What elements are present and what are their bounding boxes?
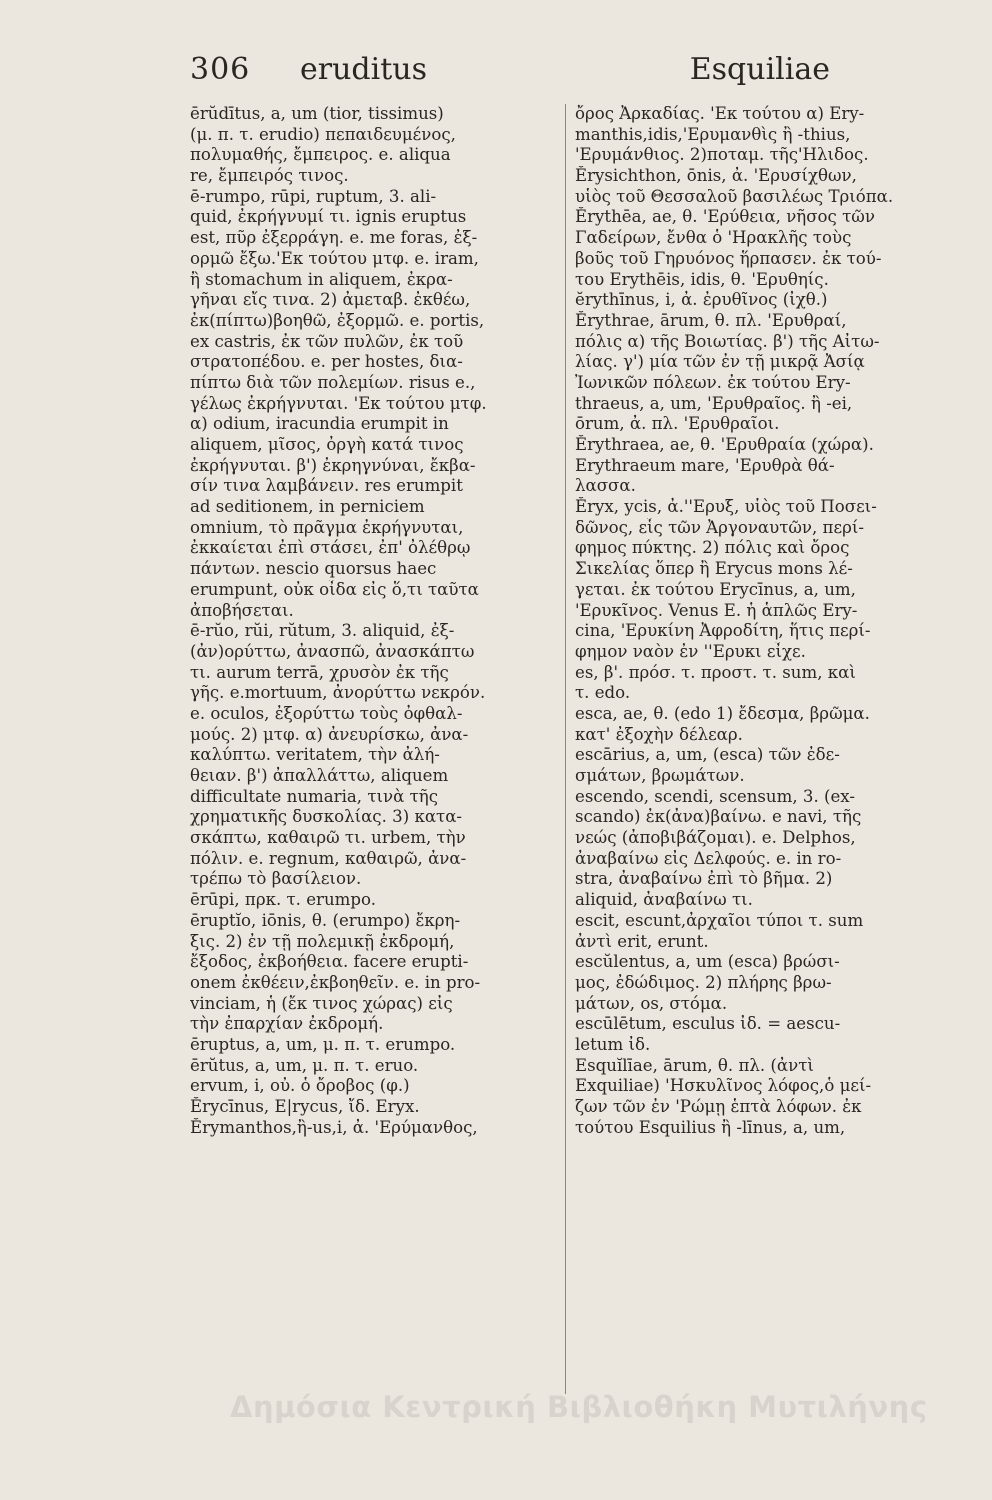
entry-line: ērŭtus, a, um, μ. π. τ. eruo. bbox=[190, 1055, 419, 1075]
entry-line: es, β'. πρόσ. τ. προστ. τ. sum, καὶ bbox=[575, 662, 856, 682]
entry-line: Ĕrythraea, ae, θ. 'Ερυθραία (χώρα). bbox=[575, 435, 874, 454]
column-divider bbox=[565, 104, 566, 1394]
entry-line: onem ἐκθέειν,ἐκβοηθεῖν. e. in pro- bbox=[190, 972, 481, 992]
entry-line: quid, ἐκρήγνυμί τι. ignis eruptus bbox=[190, 207, 467, 227]
entry-line: μάτων, os, στόμα. bbox=[575, 993, 728, 1013]
entry-line: ēruptus, a, um, μ. π. τ. erumpo. bbox=[190, 1034, 456, 1054]
entry-line: esca, ae, θ. (edo 1) ἔδεσμα, βρῶμα. bbox=[575, 703, 870, 723]
entry-line: γῆναι εἴς τινα. 2) ἀμεταβ. ἐκθέω, bbox=[190, 290, 471, 310]
entry-line: ad seditionem, in perniciem bbox=[190, 497, 425, 517]
entry-line: ἐκκαίεται ἐπὶ στάσει, ἐπ' ὀλέθρῳ bbox=[190, 538, 471, 558]
library-watermark: Δημόσια Κεντρική Βιβλιοθήκη Μυτιλήνης bbox=[230, 1390, 928, 1424]
entry-line: erumpunt, οὐκ οἶδα εἰς ὅ,τι ταῦτα bbox=[190, 579, 479, 599]
entry-line: βοῦς τοῦ Γηρυόνος ἥρπασεν. ἐκ τού- bbox=[575, 248, 882, 268]
entry-line: ἐκ(πίπτω)βοηθῶ, ἐξορμῶ. e. portis, bbox=[190, 310, 485, 330]
running-head-right: Esquiliae bbox=[689, 52, 830, 87]
entry-line: ĕrythīnus, i, ἀ. ἐρυθῖνος (ἰχθ.) bbox=[575, 290, 828, 310]
entry-line: Ĕrythrae, ārum, θ. πλ. 'Ερυθραί, bbox=[575, 310, 847, 330]
entry-line: πόλιν. e. regnum, καθαιρῶ, ἀνα- bbox=[190, 848, 467, 868]
entry-line: Ĕrysichthon, ōnis, ἀ. 'Ερυσίχθων, bbox=[575, 166, 857, 186]
entry-line: Ĕrymanthos,ἢ-us,i, ἀ. 'Ερύμανθος, bbox=[190, 1117, 478, 1137]
entry-line: thraeus, a, um, 'Ερυθραῖος. ἢ -ei, bbox=[575, 393, 853, 413]
entry-line: aliquid, ἀναβαίνω τι. bbox=[575, 890, 753, 910]
entry-line: ērūpi, πρκ. τ. erumpo. bbox=[190, 890, 376, 910]
entry-line: υἱὸς τοῦ Θεσσαλοῦ βασιλέως Τριόπα. bbox=[575, 186, 894, 206]
entry-line: ēruptĭo, iōnis, θ. (erumpo) ἔκρη- bbox=[190, 910, 461, 930]
entry-line: ex castris, ἐκ τῶν πυλῶν, ἐκ τοῦ bbox=[190, 331, 464, 351]
entry-line: Σικελίας ὅπερ ἢ Erycus mons λέ- bbox=[575, 559, 853, 579]
entry-line: scando) ἐκ(ἀνα)βαίνω. e navi, τῆς bbox=[575, 807, 862, 827]
entry-line: μούς. 2) μτφ. α) ἀνευρίσκω, ἀνα- bbox=[190, 724, 469, 744]
entry-line: γεται. ἐκ τούτου Erycīnus, a, um, bbox=[575, 579, 856, 599]
entry-line: δῶνος, εἷς τῶν Ἀργοναυτῶν, περί- bbox=[575, 517, 864, 537]
entry-line: ἀναβαίνω εἰς Δελφούς. e. in ro- bbox=[575, 848, 842, 868]
entry-line: νεώς (ἀποβιβάζομαι). e. Delphos, bbox=[575, 828, 856, 848]
entry-line: κατ' ἐξοχὴν δέλεαρ. bbox=[575, 724, 743, 744]
entry-line: σίν τινα λαμβάνειν. res erumpit bbox=[190, 476, 463, 496]
entry-line: ὄρος Ἀρκαδίας. 'Εκ τούτου α) Ery- bbox=[575, 104, 865, 123]
right-column bbox=[575, 104, 960, 1138]
entry-line: 'Ερυμάνθιος. 2)ποταμ. τῆς'Ηλιδος. bbox=[575, 145, 869, 165]
page-header bbox=[190, 52, 830, 96]
entry-line: γέλως ἐκρήγνυται. 'Εκ τούτου μτφ. bbox=[190, 393, 487, 413]
entry-line: ξις. 2) ἐν τῇ πολεμικῇ ἐκδρομή, bbox=[190, 931, 455, 951]
entry-line: ἀποβήσεται. bbox=[190, 600, 294, 620]
entry-line: Ἰωνικῶν πόλεων. ἐκ τούτου Ery- bbox=[575, 372, 851, 392]
entry-line: ōrum, ἀ. πλ. 'Ερυθραῖοι. bbox=[575, 414, 780, 434]
entry-line: (μ. π. τ. erudio) πεπαιδευμένος, bbox=[190, 124, 456, 144]
entry-line: (ἀν)ορύττω, ἀνασπῶ, ἀνασκάπτω bbox=[190, 641, 475, 661]
page-number: 306 bbox=[190, 52, 251, 87]
entry-line: τὴν ἐπαρχίαν ἐκδρομή. bbox=[190, 1014, 384, 1034]
entry-line: μος, ἐδώδιμος. 2) πλήρης βρω- bbox=[575, 972, 832, 992]
entry-line: Ĕrycīnus, E|rycus, ἴδ. Eryx. bbox=[190, 1097, 420, 1116]
entry-line: τρέπω τὸ βασίλειον. bbox=[190, 869, 362, 889]
entry-line: καλύπτω. veritatem, τὴν ἀλή- bbox=[190, 745, 440, 765]
entry-line: ervum, i, οὐ. ὁ ὄροβος (φ.) bbox=[190, 1076, 410, 1096]
entry-line: ζων τῶν ἐν 'Ρώμῃ ἑπτὰ λόφων. ἐκ bbox=[575, 1097, 862, 1116]
entry-line: ἢ stomachum in aliquem, ἐκρα- bbox=[190, 269, 453, 289]
entry-line: escendo, scendi, scensum, 3. (ex- bbox=[575, 786, 855, 806]
entry-line: λασσα. bbox=[575, 476, 636, 496]
entry-line: γῆς. e.mortuum, ἀνορύττω νεκρόν. bbox=[190, 683, 486, 703]
entry-line: ē-rŭo, rŭi, rŭtum, 3. aliquid, ἐξ- bbox=[190, 621, 455, 641]
entry-line: Γαδείρων, ἔνθα ὁ 'Ηρακλῆς τοὺς bbox=[575, 228, 852, 248]
entry-line: ērŭdītus, a, um (tior, tissimus) bbox=[190, 104, 444, 123]
entry-line: ορμῶ ἔξω.'Εκ τούτου μτφ. e. iram, bbox=[190, 248, 479, 268]
entry-line: ἔξοδος, ἐκβοήθεια. facere erupti- bbox=[190, 952, 469, 972]
entry-line: 'Ερυκῖνος. Venus E. ἡ ἁπλῶς Ery- bbox=[575, 600, 858, 620]
entry-line: σμάτων, βρωμάτων. bbox=[575, 766, 745, 785]
entry-line: manthis,idis,'Ερυμανθὶς ἢ -thius, bbox=[575, 124, 851, 144]
entry-line: Ĕrythēa, ae, θ. 'Ερύθεια, νῆσος τῶν bbox=[575, 207, 875, 227]
entry-line: Ĕryx, ycis, ἀ.''Ερυξ, υἱὸς τοῦ Ποσει- bbox=[575, 497, 877, 517]
entry-line: τ. edo. bbox=[575, 683, 631, 703]
entry-line: letum ἰδ. bbox=[575, 1034, 651, 1054]
entry-line: e. oculos, ἐξορύττω τοὺς ὀφθαλ- bbox=[190, 703, 463, 723]
entry-line: θειαν. β') ἀπαλλάττω, aliquem bbox=[190, 766, 449, 785]
entry-line: Exquiliae) 'Ησκυλῖνος λόφος,ὁ μεί- bbox=[575, 1076, 872, 1096]
entry-line: ἐκρήγνυται. β') ἐκρηγνύναι, ἔκβα- bbox=[190, 455, 476, 475]
entry-line: στρατοπέδου. e. per hostes, δια- bbox=[190, 352, 463, 372]
entry-line: escŭlentus, a, um (esca) βρώσι- bbox=[575, 952, 840, 972]
entry-line: difficultate numaria, τινὰ τῆς bbox=[190, 786, 438, 806]
entry-line: φημος πύκτης. 2) πόλις καὶ ὄρος bbox=[575, 538, 850, 558]
entry-line: omnium, τὸ πρᾶγμα ἐκρήγνυται, bbox=[190, 517, 464, 537]
entry-line: ἀντὶ erit, erunt. bbox=[575, 931, 709, 951]
entry-line: φημον ναὸν ἐν ''Ερυκι εἶχε. bbox=[575, 641, 806, 661]
entry-line: α) odium, iracundia erumpit in bbox=[190, 414, 449, 434]
entry-line: stra, ἀναβαίνω ἐπὶ τὸ βῆμα. 2) bbox=[575, 869, 833, 889]
entry-line: escūlētum, esculus ἰδ. = aescu- bbox=[575, 1014, 841, 1034]
entry-line: escārius, a, um, (esca) τῶν ἐδε- bbox=[575, 745, 840, 765]
entry-line: πίπτω διὰ τῶν πολεμίων. risus e., bbox=[190, 372, 476, 392]
entry-line: πολυμαθής, ἔμπειρος. e. aliqua bbox=[190, 145, 451, 165]
entry-line: τι. aurum terrā, χρυσὸν ἐκ τῆς bbox=[190, 662, 449, 682]
entry-line: Erythraeum mare, 'Ερυθρὰ θά- bbox=[575, 455, 835, 475]
entry-line: λίας. γ') μία τῶν ἐν τῇ μικρᾷ Ἀσίᾳ bbox=[575, 352, 865, 372]
entry-line: re, ἔμπειρός τινος. bbox=[190, 166, 349, 186]
entry-line: τούτου Esquilius ἢ -līnus, a, um, bbox=[575, 1117, 846, 1137]
entry-line: vinciam, ἡ (ἔκ τινος χώρας) εἰς bbox=[190, 993, 453, 1013]
entry-line: aliquem, μῖσος, ὀργὴ κατά τινος bbox=[190, 435, 464, 454]
entry-line: cina, 'Ερυκίνη Ἀφροδίτη, ἥτις περί- bbox=[575, 621, 871, 641]
entry-line: est, πῦρ ἐξερράγη. e. me foras, ἐξ- bbox=[190, 228, 478, 248]
entry-line: πόλις α) τῆς Βοιωτίας. β') τῆς Αἰτω- bbox=[575, 331, 880, 351]
running-head-left: eruditus bbox=[300, 52, 427, 87]
entry-line: πάντων. nescio quorsus haec bbox=[190, 559, 437, 579]
entry-line: χρηματικῆς δυσκολίας. 3) κατα- bbox=[190, 807, 463, 827]
entry-line: escit, escunt,ἀρχαῖοι τύποι τ. sum bbox=[575, 910, 864, 930]
entry-line: σκάπτω, καθαιρῶ τι. urbem, τὴν bbox=[190, 828, 466, 848]
entry-line: του Erythēis, idis, θ. 'Ερυθηίς. bbox=[575, 269, 829, 289]
entry-line: ē-rumpo, rūpi, ruptum, 3. ali- bbox=[190, 186, 437, 206]
left-column bbox=[190, 104, 565, 1138]
entry-line: Esquĭlīae, ārum, θ. πλ. (ἀντὶ bbox=[575, 1055, 814, 1075]
